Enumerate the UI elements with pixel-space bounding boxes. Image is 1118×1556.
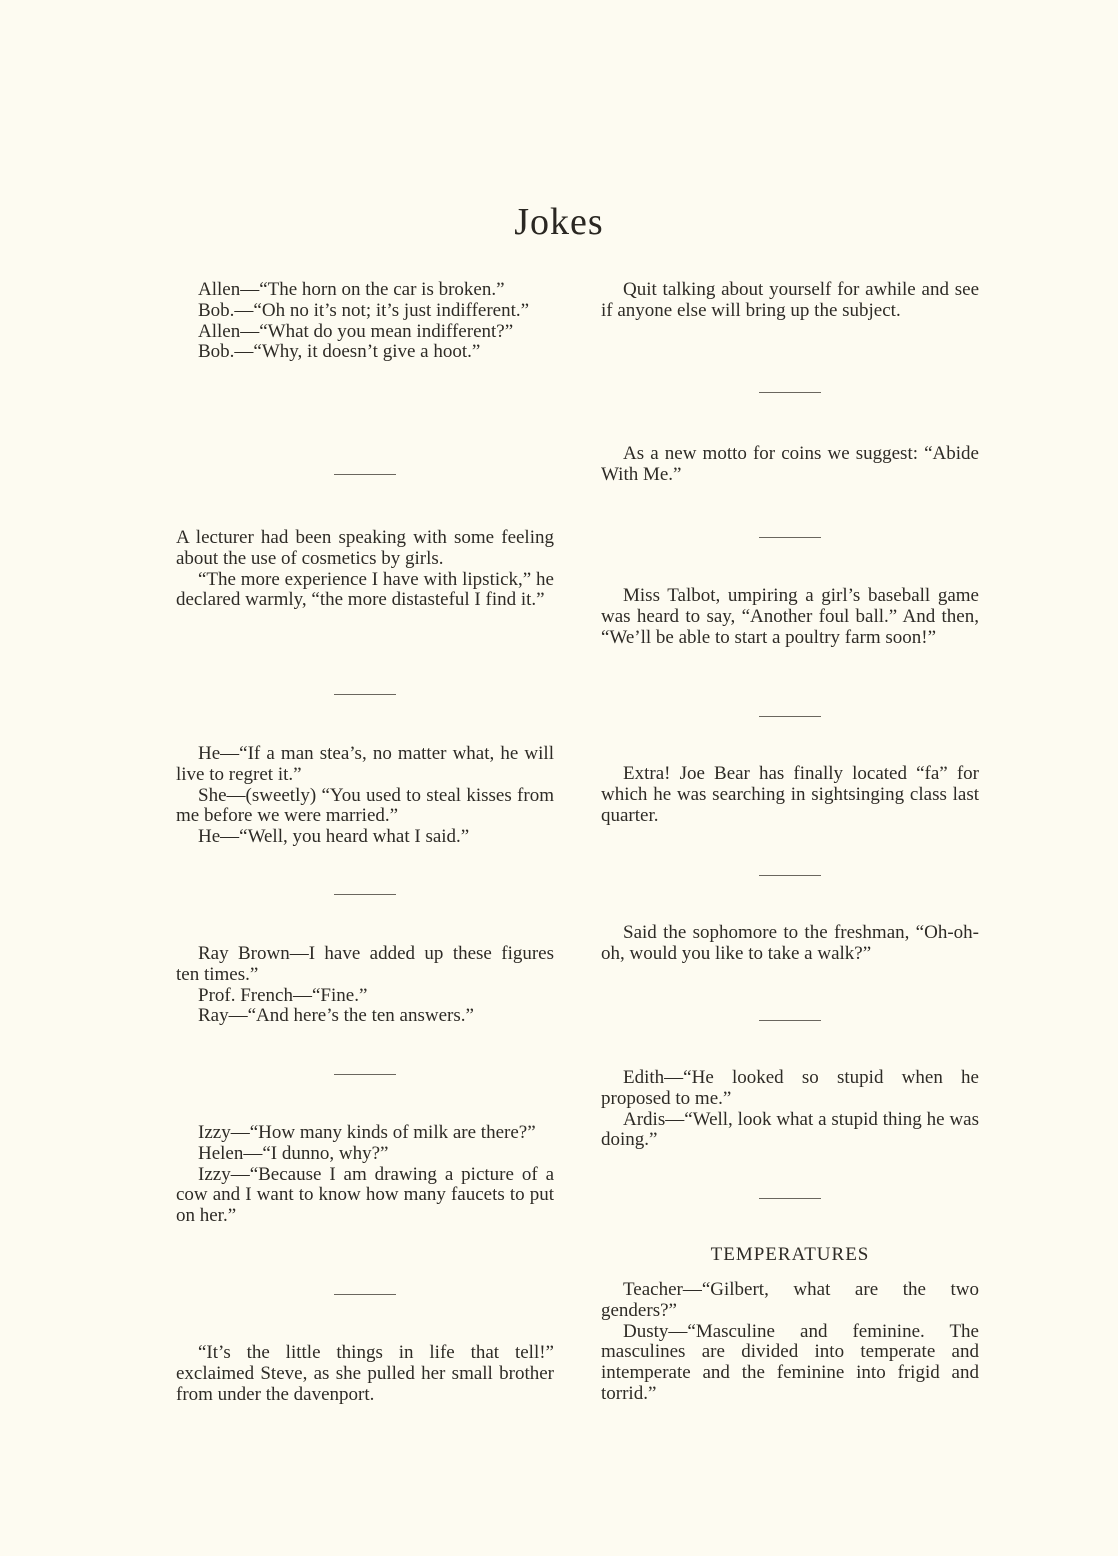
separator-line [759,392,821,393]
joke-line: Dusty—“Masculine and feminine. The masculines are divided into temperate and intemperate and the feminine into frigid and torrid.” [601,1320,979,1404]
joke-line: Prof. French—“Fine.” [198,984,368,1006]
joke-line: Quit talking about yourself for awhile and see if anyone else will bring up the subject. [601,279,979,321]
joke-little-things [176,1343,554,1405]
joke-line: Bob.—“Why, it doesn’t give a hoot.” [198,341,481,363]
joke-line: “The more experience I have with lipstick,” he declared warmly, “the more distasteful I find it.” [176,568,554,611]
joke-line: Edith—“He looked so stupid when he proposed to me.” [601,1067,979,1109]
joke-yourself [601,280,979,322]
joke-sophomore [601,923,979,965]
joke-figures [176,944,554,1027]
joke-line: She—(sweetly) “You used to steal kisses from me before we were married.” [176,784,554,827]
joke-line: Izzy—“How many kinds of milk are there?” [198,1122,536,1143]
joke-motto [601,444,979,486]
separator-line [334,694,396,695]
joke-line: Allen—“What do you mean indifferent?” [198,320,514,342]
joke-line: Miss Talbot, umpiring a girl’s baseball game was heard to say, “Another foul ball.” And then, “We’ll be able to start a poultry farm soon!” [601,585,979,648]
temperatures-heading: TEMPERATURES [710,1244,870,1265]
joke-horn [176,280,554,363]
joke-line: Izzy—“Because I am drawing a picture of a cow and I want to know how many faucets to put on her.” [176,1163,554,1227]
joke-line: Allen—“The horn on the car is broken.” [198,279,505,300]
joke-fa [601,764,979,826]
separator-line [334,474,396,475]
joke-line: Teacher—“Gilbert, what are the two genders?” [601,1279,979,1321]
joke-line: Helen—“I dunno, why?” [198,1142,389,1164]
joke-steals [176,744,554,848]
separator-line [759,875,821,876]
separator-line [334,894,396,895]
joke-proposed [601,1068,979,1151]
joke-line: He—“Well, you heard what I said.” [198,826,470,848]
separator-line [759,716,821,717]
joke-line: Said the sophomore to the freshman, “Oh-oh-oh, would you like to take a walk?” [601,922,979,964]
separator-line [334,1294,396,1295]
separator-line [759,1020,821,1021]
joke-line: Bob.—“Oh no it’s not; it’s just indifferent.” [198,299,530,321]
joke-line: Ray—“And here’s the ten answers.” [198,1005,474,1027]
joke-genders [601,1280,979,1405]
separator-line [759,537,821,538]
separator-line [334,1074,396,1075]
joke-line: Ardis—“Well, look what a stupid thing he was doing.” [601,1108,979,1151]
separator-line [759,1198,821,1199]
page-title: Jokes [514,201,604,243]
joke-line: A lecturer had been speaking with some feeling about the use of cosmetics by girls. [176,527,554,569]
joke-line: As a new motto for coins we suggest: “Abide With Me.” [601,443,979,485]
joke-baseball [601,586,979,648]
joke-line: He—“If a man stea’s, no matter what, he will live to regret it.” [176,743,554,785]
joke-line: Extra! Joe Bear has finally located “fa” for which he was searching in sightsinging class last quarter. [601,763,979,826]
joke-milk [176,1123,554,1227]
joke-line: “It’s the little things in life that tell!” exclaimed Steve, as she pulled her small brother from under the davenport. [176,1342,554,1405]
joke-lipstick [176,528,554,611]
joke-line: Ray Brown—I have added up these figures ten times.” [176,943,554,985]
